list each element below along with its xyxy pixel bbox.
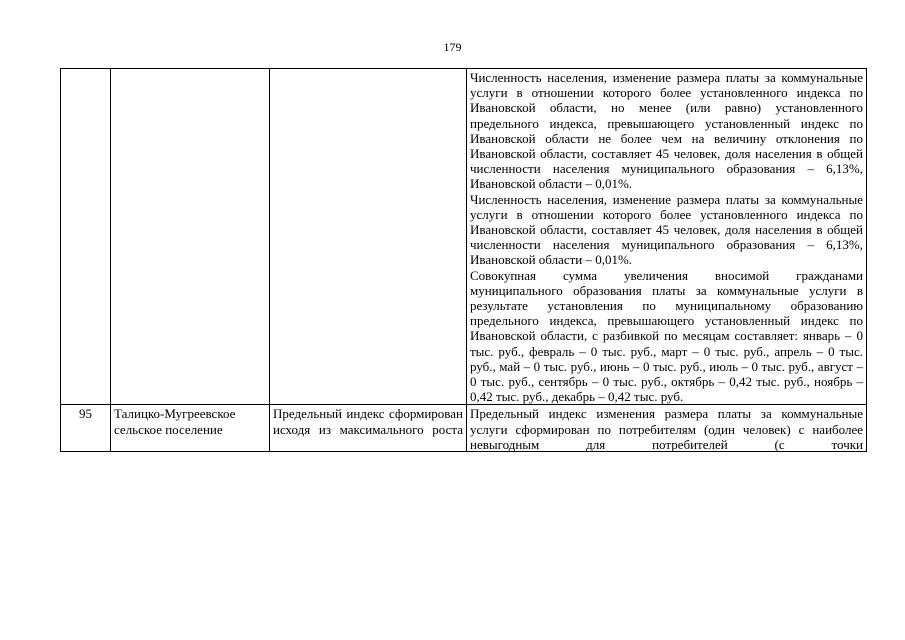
municipal-index-table [60,68,867,452]
population-impact-cell [467,405,867,452]
page-number: 179 [443,40,462,54]
row-number-cell [61,69,111,405]
index-method-cell [270,69,467,405]
row-number-cell: 95 [61,405,111,452]
population-paragraph-1: Численность населения, изменение размера платы за коммунальные услуги в отношении которого более установленного индекса по Ивановской области, но менее (или равно) установленного предельного индекса, превышающего установленный индекс по Ивановской области не более чем на величину отклонения по Ивановской области, составляет 45 человек, доля населения в общей численности населения муниципального образования – 6,13%, Ивановской области – 0,01%. [470,70,863,192]
municipality-name: Талицко-Мугреевское сельское поселение [114,406,236,437]
index-method-text: Предельный индекс сформирован исходя из максимального роста [273,406,463,437]
table-row [61,69,867,405]
payment-sum-paragraph: Совокупная сумма увеличения вносимой гражданами муниципального образования платы за коммунальные услуги в результате установления по муниципальному образованию предельного индекса, превышающего установленный индекс по Ивановской области, с разбивкой по месяцам составляет: январь – 0 тыс. руб., февраль – 0 тыс. руб., март – 0 тыс. руб., апрель – 0 тыс. руб., май – 0 тыс. руб., июнь – 0 тыс. руб., июль – 0 тыс. руб., август – 0 тыс. руб., сентябрь – 0 тыс. руб., октябрь – 0,42 тыс. руб., ноябрь – 0,42 тыс. руб., декабрь – 0,42 тыс. руб. [470,267,863,405]
municipality-name-cell [111,69,270,405]
municipality-name-cell [111,405,270,452]
table-row [61,405,867,452]
population-impact-cell [467,69,867,405]
index-method-cell [270,405,467,452]
index-description-paragraph: Предельный индекс изменения размера платы за коммунальные услуги сформирован по потребителям (один человек) с наиболее невыгодным для потребителей (с точки [470,406,863,452]
population-paragraph-2: Численность населения, изменение размера платы за коммунальные услуги в отношении которого более установленного индекса по Ивановской области, составляет 45 человек, доля населения в общей численности населения муниципального образования – 6,13%, Ивановской области – 0,01%. [470,191,863,268]
